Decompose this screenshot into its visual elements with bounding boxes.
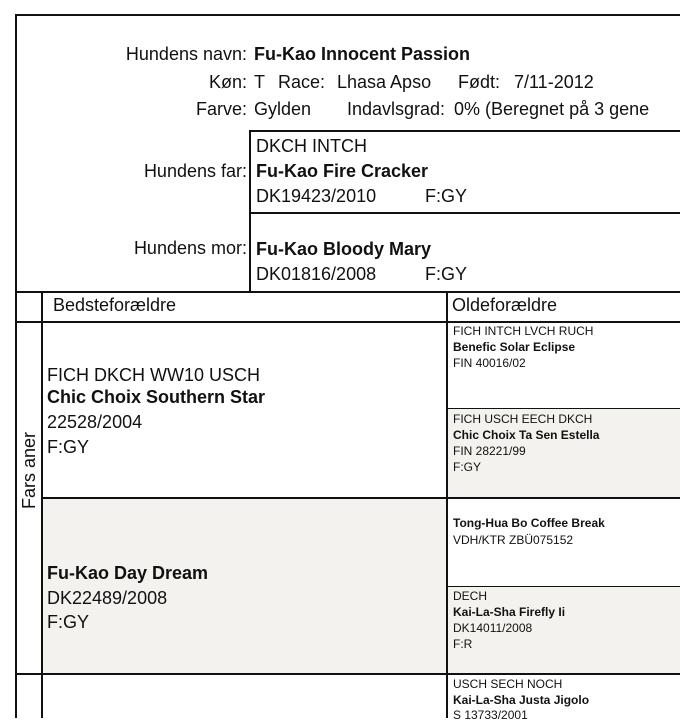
grandparent-2-name: Fu-Kao Day Dream bbox=[47, 563, 209, 583]
grandparent-2-reg: DK22489/2008 bbox=[47, 588, 168, 608]
breed-value: Lhasa Apso bbox=[337, 72, 432, 92]
side-column-divider bbox=[41, 291, 43, 673]
ggp-divider-2 bbox=[446, 497, 680, 499]
sex-label: Køn: bbox=[208, 72, 247, 92]
father-label: Hundens far: bbox=[143, 161, 247, 181]
ggp-1-reg: FIN 40016/02 bbox=[453, 356, 526, 370]
mother-name: Fu-Kao Bloody Mary bbox=[256, 239, 432, 259]
ggp-1-name: Benefic Solar Eclipse bbox=[453, 340, 576, 354]
fathers-side-label: Fars aner bbox=[19, 431, 39, 509]
father-titles: DKCH INTCH bbox=[256, 136, 367, 156]
grandparent-1-reg: 22528/2004 bbox=[47, 412, 143, 432]
ggp-3-reg: VDH/KTR ZBÜ075152 bbox=[453, 533, 574, 547]
ggp-5-titles: USCH SECH NOCH bbox=[453, 677, 563, 691]
side-column-divider-lower bbox=[41, 675, 43, 718]
father-reg: DK19423/2010 bbox=[256, 186, 377, 206]
mother-reg: DK01816/2008 bbox=[256, 264, 377, 284]
table-top-line bbox=[15, 291, 680, 293]
grandparents-header: Bedsteforældre bbox=[53, 295, 177, 315]
sex-value: T bbox=[254, 72, 265, 92]
outer-border-top bbox=[15, 14, 680, 16]
color-value: Gylden bbox=[254, 99, 312, 119]
ggp-2-name: Chic Choix Ta Sen Estella bbox=[453, 428, 600, 442]
parent-box-left bbox=[249, 130, 251, 292]
ggp-4-reg: DK14011/2008 bbox=[453, 621, 533, 635]
father-name: Fu-Kao Fire Cracker bbox=[256, 161, 429, 181]
color-label: Farve: bbox=[195, 99, 247, 119]
ggp-1-titles: FICH INTCH LVCH RUCH bbox=[453, 324, 594, 338]
ggp-3-name: Tong-Hua Bo Coffee Break bbox=[453, 516, 605, 530]
born-label: Født: bbox=[458, 72, 501, 92]
ggp-4-name: Kai-La-Sha Firefly Ii bbox=[453, 605, 566, 619]
header-bottom-line bbox=[15, 321, 680, 323]
outer-border-left bbox=[15, 14, 17, 718]
inbreeding-value: 0% (Beregnet på 3 gene bbox=[454, 99, 650, 119]
side-section-bottom-line bbox=[15, 673, 680, 675]
father-mother-divider bbox=[249, 212, 680, 214]
ggp-divider-3 bbox=[446, 586, 680, 587]
ggp-divider-1 bbox=[446, 408, 680, 409]
ggp-2-titles: FICH USCH EECH DKCH bbox=[453, 412, 593, 426]
parent-box-top bbox=[249, 130, 680, 132]
father-color: F:GY bbox=[425, 186, 468, 206]
breed-label: Race: bbox=[278, 72, 326, 92]
ggp-2-color: F:GY bbox=[453, 460, 482, 474]
ggp-4-color: F:R bbox=[453, 637, 473, 651]
mother-color: F:GY bbox=[425, 264, 468, 284]
born-value: 7/11-2012 bbox=[514, 72, 594, 92]
inbreeding-label: Indavlsgrad: bbox=[347, 99, 446, 119]
grandparent-1-titles: FICH DKCH WW10 USCH bbox=[47, 365, 261, 385]
dog-name-label: Hundens navn: bbox=[125, 44, 247, 64]
mother-label: Hundens mor: bbox=[133, 238, 247, 258]
ggp-2-reg: FIN 28221/99 bbox=[453, 444, 526, 458]
generation-divider bbox=[446, 291, 448, 718]
grandparent-1-color: F:GY bbox=[47, 437, 90, 457]
ggp-5-reg: S 13733/2001 bbox=[453, 708, 528, 722]
dog-name: Fu-Kao Innocent Passion bbox=[254, 44, 471, 64]
great-grandparents-header: Oldeforældre bbox=[452, 295, 558, 315]
grandparent-2-color: F:GY bbox=[47, 612, 90, 632]
grandparent-1-name: Chic Choix Southern Star bbox=[47, 387, 266, 407]
grandparent-divider bbox=[43, 497, 448, 499]
ggp-5-name: Kai-La-Sha Justa Jigolo bbox=[453, 693, 590, 707]
ggp-4-titles: DECH bbox=[453, 589, 488, 603]
